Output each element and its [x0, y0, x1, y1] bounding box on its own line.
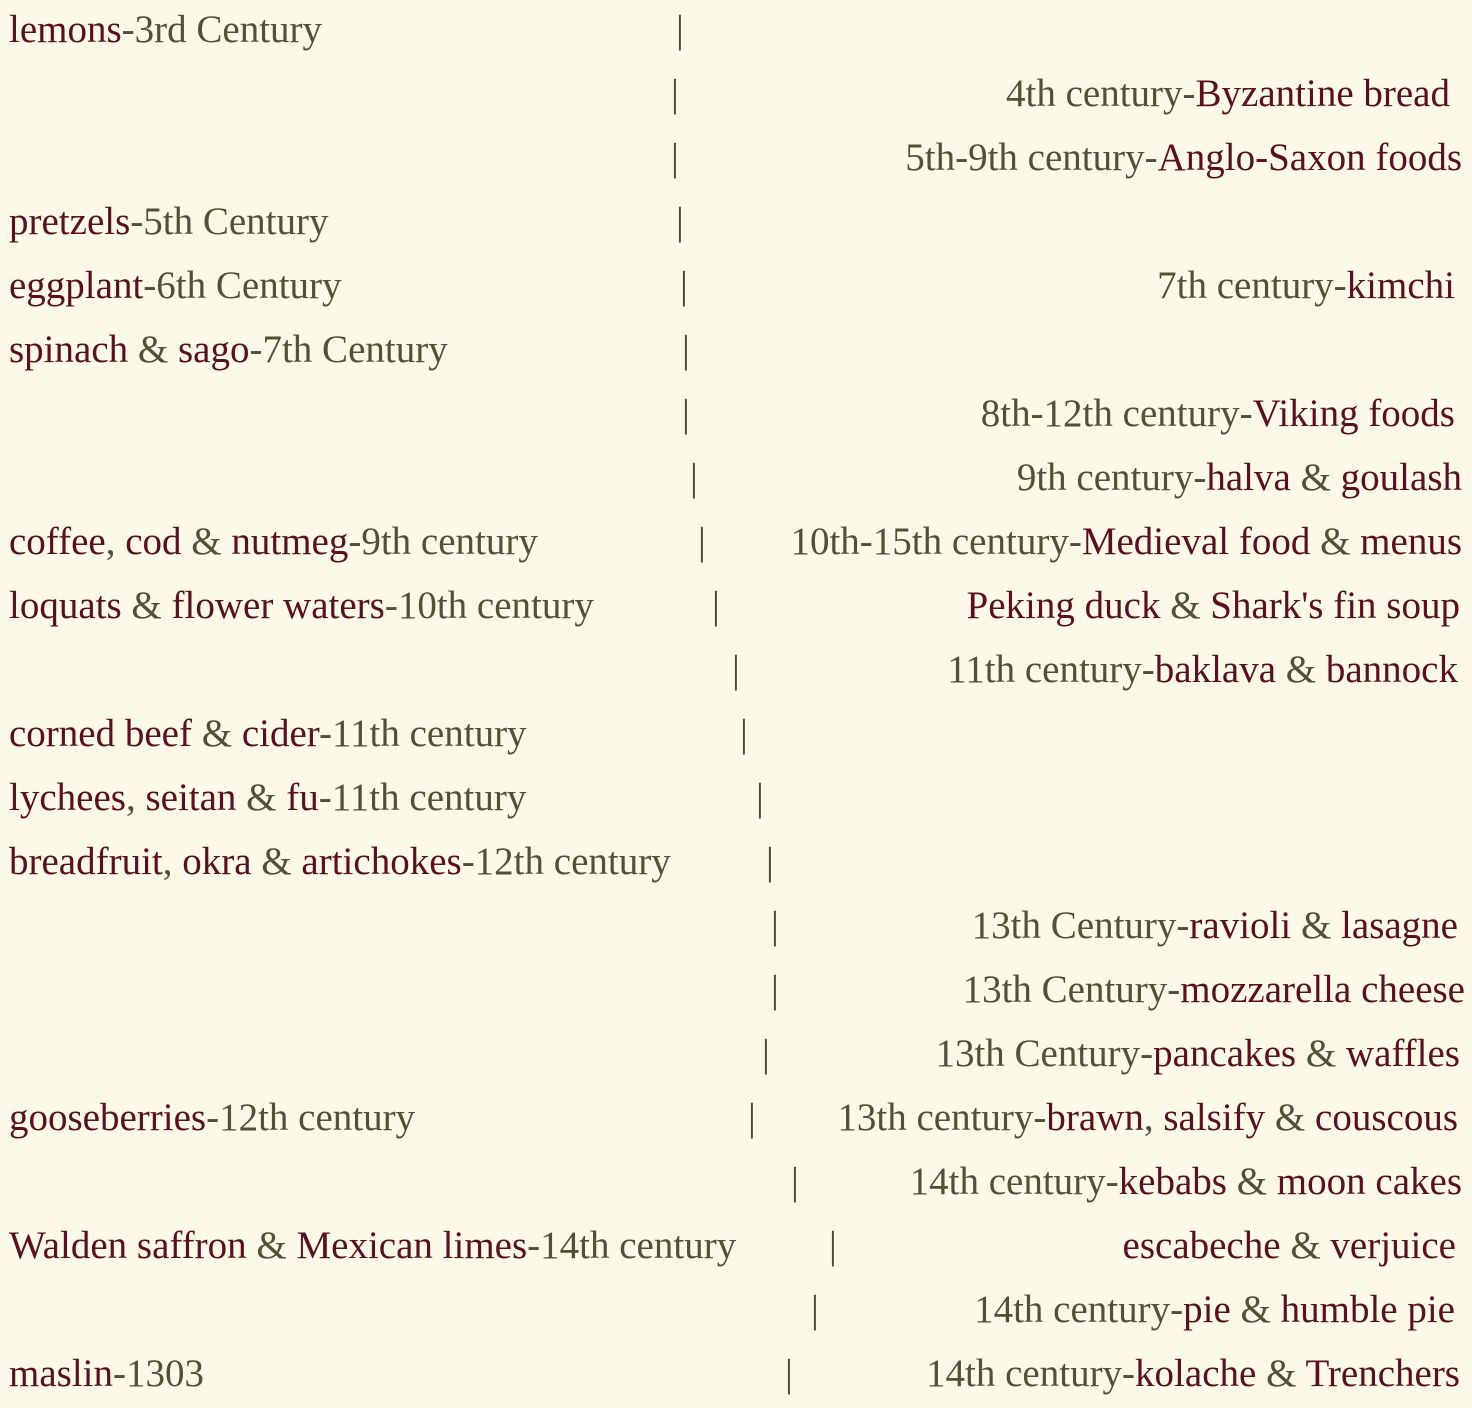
separator: & [1256, 1352, 1306, 1395]
timeline-divider: | [682, 392, 690, 435]
food-name: flower waters [171, 584, 385, 627]
date-label: 10th-15th century- [790, 520, 1082, 563]
left-entry [9, 584, 594, 628]
separator: & [1280, 1224, 1331, 1267]
timeline-divider: | [671, 72, 679, 115]
timeline-divider: | [756, 776, 764, 819]
timeline-row [0, 128, 1472, 192]
left-entry [9, 1352, 204, 1396]
food-name: nutmeg [231, 520, 349, 563]
food-name: pie [1183, 1288, 1231, 1331]
timeline-row [0, 704, 1472, 768]
right-entry [935, 1032, 1460, 1076]
date-label: -6th Century [143, 264, 342, 307]
date-label: 9th century- [1016, 456, 1207, 499]
left-entry [9, 1096, 415, 1140]
timeline-divider: | [690, 456, 698, 499]
left-entry [9, 712, 527, 756]
separator: & [1265, 1096, 1316, 1139]
food-name: kolache [1135, 1352, 1257, 1395]
date-label: -1303 [113, 1352, 204, 1395]
timeline-row [0, 320, 1472, 384]
food-name: kebabs [1118, 1160, 1227, 1203]
right-entry [1123, 1224, 1456, 1268]
left-entry [9, 328, 448, 372]
timeline-row [0, 1344, 1472, 1408]
date-label: -14th century [527, 1224, 737, 1267]
date-label: -12th century [461, 840, 671, 883]
date-label: 11th century- [947, 648, 1155, 691]
date-label: 7th century- [1157, 264, 1347, 307]
date-label: -7th Century [249, 328, 448, 371]
food-name: pretzels [9, 200, 131, 243]
food-name: humble pie [1280, 1288, 1455, 1331]
food-name: menus [1360, 520, 1462, 563]
timeline-row [0, 576, 1472, 640]
food-name: baklava [1154, 648, 1277, 691]
timeline-divider: | [676, 200, 684, 243]
food-name: lychees [9, 776, 126, 819]
separator: & [128, 328, 178, 371]
food-name: Peking duck [966, 584, 1161, 627]
timeline-divider: | [762, 1032, 770, 1075]
timeline-row [0, 832, 1472, 896]
food-name: halva [1206, 456, 1291, 499]
food-name: Viking foods [1252, 392, 1455, 435]
food-name: fu [286, 776, 319, 819]
timeline-divider: | [676, 8, 684, 51]
food-name: Medieval food [1081, 520, 1311, 563]
date-label: 13th century- [837, 1096, 1047, 1139]
right-entry [1017, 456, 1462, 500]
separator: , [1143, 1096, 1164, 1139]
food-name: spinach [9, 328, 129, 371]
food-name: artichokes [301, 840, 462, 883]
timeline-row [0, 512, 1472, 576]
timeline-divider: | [829, 1224, 837, 1267]
left-entry [9, 264, 342, 308]
right-entry [974, 1288, 1455, 1332]
food-name: kimchi [1346, 264, 1455, 307]
timeline-divider: | [785, 1352, 793, 1395]
right-entry [926, 1352, 1460, 1396]
separator: & [1291, 904, 1342, 947]
separator: & [1310, 520, 1361, 563]
separator: & [181, 520, 232, 563]
food-name: cider [241, 712, 319, 755]
separator: & [251, 840, 302, 883]
right-entry [910, 1160, 1462, 1204]
date-label: 4th century- [1006, 72, 1196, 115]
food-name: sago [177, 328, 250, 371]
separator: & [191, 712, 242, 755]
food-name: verjuice [1330, 1224, 1456, 1267]
food-name: maslin [9, 1352, 113, 1395]
separator: & [236, 776, 287, 819]
food-name: escabeche [1122, 1224, 1281, 1267]
separator: & [1230, 1288, 1281, 1331]
food-name: salsify [1163, 1096, 1266, 1139]
right-entry [981, 392, 1455, 436]
timeline-row [0, 384, 1472, 448]
food-name: Mexican limes [296, 1224, 528, 1267]
date-label: -3rd Century [121, 8, 323, 51]
food-name: Anglo-Saxon foods [1157, 136, 1462, 179]
right-entry [905, 136, 1462, 180]
food-name: corned beef [9, 712, 192, 755]
timeline-row [0, 256, 1472, 320]
separator: , [105, 520, 126, 563]
timeline-row [0, 192, 1472, 256]
timeline-row [0, 1152, 1472, 1216]
food-name: lasagne [1341, 904, 1458, 947]
timeline-divider: | [712, 584, 720, 627]
timeline-divider: | [766, 840, 774, 883]
food-name: waffles [1345, 1032, 1460, 1075]
food-name: cod [125, 520, 182, 563]
separator: & [246, 1224, 297, 1267]
date-label: 14th century- [909, 1160, 1119, 1203]
date-label: 14th century- [926, 1352, 1136, 1395]
timeline-row [0, 1216, 1472, 1280]
date-label: -11th century [318, 776, 527, 819]
left-entry [9, 200, 328, 244]
timeline-divider: | [671, 136, 679, 179]
left-entry [9, 840, 671, 884]
separator: & [1290, 456, 1341, 499]
food-name: ravioli [1189, 904, 1292, 947]
separator: , [125, 776, 146, 819]
timeline-divider: | [811, 1288, 819, 1331]
right-entry [947, 648, 1458, 692]
timeline-row [0, 1088, 1472, 1152]
date-label: 14th century- [974, 1288, 1184, 1331]
separator: & [1226, 1160, 1277, 1203]
date-label: -11th century [318, 712, 527, 755]
timeline-divider: | [698, 520, 706, 563]
food-name: seitan [145, 776, 237, 819]
date-label: 13th Century- [962, 968, 1181, 1011]
right-entry [963, 968, 1465, 1012]
food-name: eggplant [9, 264, 144, 307]
food-name: pancakes [1153, 1032, 1297, 1075]
timeline-row [0, 1024, 1472, 1088]
timeline-row [0, 1280, 1472, 1344]
food-name: brawn [1046, 1096, 1144, 1139]
food-name: goulash [1340, 456, 1462, 499]
food-name: coffee [9, 520, 106, 563]
timeline-row [0, 64, 1472, 128]
date-label: 13th Century- [935, 1032, 1154, 1075]
timeline-divider: | [791, 1160, 799, 1203]
food-name: bannock [1325, 648, 1458, 691]
timeline-row [0, 640, 1472, 704]
timeline-row [0, 0, 1472, 64]
food-name: moon cakes [1276, 1160, 1462, 1203]
separator: & [1160, 584, 1211, 627]
date-label: 13th Century- [971, 904, 1190, 947]
date-label: 8th-12th century- [980, 392, 1253, 435]
separator: & [1296, 1032, 1346, 1075]
separator: , [162, 840, 183, 883]
left-entry [9, 1224, 736, 1268]
right-entry [967, 584, 1460, 628]
food-name: breadfruit [9, 840, 163, 883]
separator: & [1276, 648, 1326, 691]
timeline-row [0, 448, 1472, 512]
right-entry [1157, 264, 1455, 308]
timeline-divider: | [682, 328, 690, 371]
left-entry [9, 8, 322, 52]
food-name: Shark's fin soup [1210, 584, 1460, 627]
timeline-divider: | [771, 968, 779, 1011]
food-name: loquats [9, 584, 122, 627]
timeline-divider: | [740, 712, 748, 755]
right-entry [972, 904, 1458, 948]
right-entry [837, 1096, 1458, 1140]
food-name: Trenchers [1305, 1352, 1460, 1395]
right-entry [1006, 72, 1450, 116]
date-label: -5th Century [130, 200, 329, 243]
food-name: mozzarella cheese [1180, 968, 1465, 1011]
timeline-row [0, 960, 1472, 1024]
date-label: -12th century [206, 1096, 416, 1139]
left-entry [9, 776, 526, 820]
food-name: okra [182, 840, 252, 883]
food-name: Walden saffron [9, 1224, 247, 1267]
food-name: gooseberries [9, 1096, 207, 1139]
food-name: couscous [1315, 1096, 1458, 1139]
food-name: Byzantine bread [1195, 72, 1450, 115]
date-label: -10th century [384, 584, 594, 627]
timeline-divider: | [748, 1096, 756, 1139]
date-label: 5th-9th century- [905, 136, 1158, 179]
timeline-row [0, 896, 1472, 960]
left-entry [9, 520, 538, 564]
timeline-row [0, 768, 1472, 832]
food-name: lemons [9, 8, 122, 51]
right-entry [790, 520, 1462, 564]
timeline-divider: | [680, 264, 688, 307]
timeline-divider: | [771, 904, 779, 947]
timeline-divider: | [732, 648, 740, 691]
date-label: -9th century [348, 520, 538, 563]
separator: & [121, 584, 172, 627]
